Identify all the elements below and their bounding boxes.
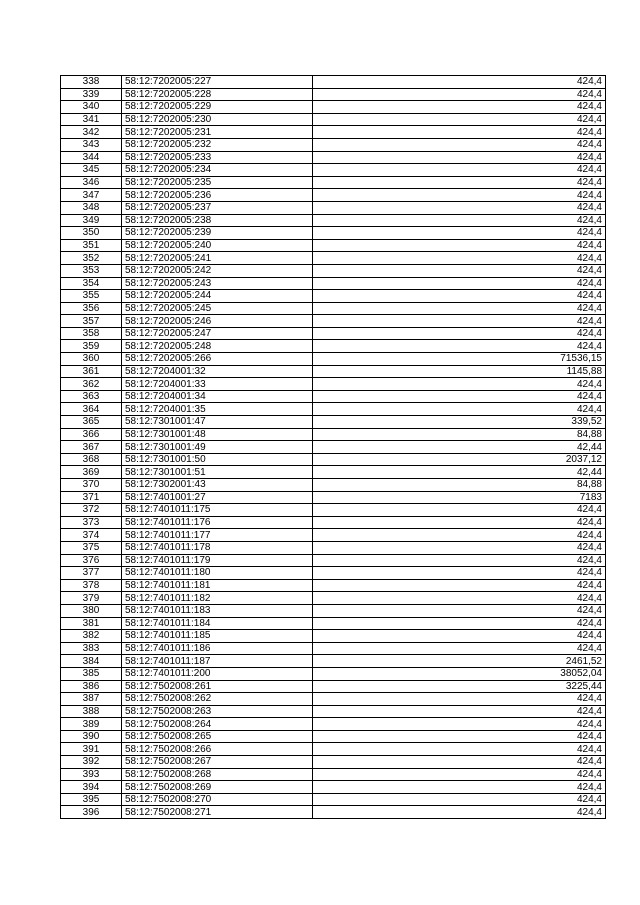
row-number-cell: 349 (61, 214, 122, 227)
value-cell: 424,4 (313, 617, 606, 630)
row-number-cell: 351 (61, 239, 122, 252)
row-number-cell: 387 (61, 693, 122, 706)
value-cell: 339,52 (313, 416, 606, 429)
value-cell: 84,88 (313, 428, 606, 441)
table-row (61, 667, 606, 680)
table-row (61, 390, 606, 403)
cadastral-number-cell: 58:12:7202005:266 (122, 353, 313, 366)
value-cell: 424,4 (313, 554, 606, 567)
cadastral-number-cell: 58:12:7202005:235 (122, 176, 313, 189)
row-number-cell: 392 (61, 756, 122, 769)
value-cell: 2461,52 (313, 655, 606, 668)
cadastral-number-cell: 58:12:7202005:232 (122, 138, 313, 151)
row-number-cell: 367 (61, 441, 122, 454)
cadastral-number-cell: 58:12:7401011:183 (122, 604, 313, 617)
cadastral-number-cell: 58:12:7204001:35 (122, 403, 313, 416)
row-number-cell: 345 (61, 164, 122, 177)
value-cell: 42,44 (313, 441, 606, 454)
cadastral-number-cell: 58:12:7204001:32 (122, 365, 313, 378)
cadastral-number-cell: 58:12:7202005:248 (122, 340, 313, 353)
table-row (61, 214, 606, 227)
row-number-cell: 395 (61, 793, 122, 806)
row-number-cell: 346 (61, 176, 122, 189)
row-number-cell: 350 (61, 227, 122, 240)
table-row (61, 239, 606, 252)
row-number-cell: 368 (61, 453, 122, 466)
value-cell: 424,4 (313, 327, 606, 340)
value-cell: 424,4 (313, 214, 606, 227)
table-row (61, 617, 606, 630)
cadastral-number-cell: 58:12:7401011:180 (122, 567, 313, 580)
table-row (61, 76, 606, 89)
cadastral-number-cell: 58:12:7202005:246 (122, 315, 313, 328)
table-row (61, 277, 606, 290)
table-row (61, 541, 606, 554)
value-cell: 424,4 (313, 756, 606, 769)
table-row (61, 327, 606, 340)
row-number-cell: 370 (61, 479, 122, 492)
cadastral-number-cell: 58:12:7202005:234 (122, 164, 313, 177)
table-body (61, 76, 606, 819)
row-number-cell: 379 (61, 592, 122, 605)
row-number-cell: 375 (61, 541, 122, 554)
value-cell: 2037,12 (313, 453, 606, 466)
cadastral-number-cell: 58:12:7202005:244 (122, 290, 313, 303)
cadastral-number-cell: 58:12:7401011:184 (122, 617, 313, 630)
value-cell: 42,44 (313, 466, 606, 479)
table-row (61, 491, 606, 504)
row-number-cell: 357 (61, 315, 122, 328)
table-row (61, 403, 606, 416)
cadastral-number-cell: 58:12:7302001:43 (122, 479, 313, 492)
cadastral-number-cell: 58:12:7202005:247 (122, 327, 313, 340)
table-row (61, 113, 606, 126)
table-row (61, 567, 606, 580)
value-cell: 424,4 (313, 164, 606, 177)
value-cell: 424,4 (313, 390, 606, 403)
cadastral-number-cell: 58:12:7202005:228 (122, 88, 313, 101)
value-cell: 424,4 (313, 630, 606, 643)
row-number-cell: 342 (61, 126, 122, 139)
cadastral-number-cell: 58:12:7401011:176 (122, 516, 313, 529)
cadastral-number-cell: 58:12:7502008:268 (122, 768, 313, 781)
value-cell: 424,4 (313, 302, 606, 315)
table-row (61, 227, 606, 240)
table-row (61, 604, 606, 617)
cadastral-number-cell: 58:12:7204001:34 (122, 390, 313, 403)
table-row (61, 302, 606, 315)
table-row (61, 252, 606, 265)
table-row (61, 189, 606, 202)
cadastral-number-cell: 58:12:7202005:230 (122, 113, 313, 126)
cadastral-number-cell: 58:12:7401011:187 (122, 655, 313, 668)
row-number-cell: 386 (61, 680, 122, 693)
cadastral-number-cell: 58:12:7401011:175 (122, 504, 313, 517)
row-number-cell: 363 (61, 390, 122, 403)
cadastral-number-cell: 58:12:7202005:240 (122, 239, 313, 252)
row-number-cell: 366 (61, 428, 122, 441)
cadastral-number-cell: 58:12:7301001:50 (122, 453, 313, 466)
table-row (61, 756, 606, 769)
row-number-cell: 344 (61, 151, 122, 164)
cadastral-number-cell: 58:12:7502008:271 (122, 806, 313, 819)
value-cell: 424,4 (313, 315, 606, 328)
row-number-cell: 376 (61, 554, 122, 567)
value-cell: 424,4 (313, 403, 606, 416)
table-row (61, 806, 606, 819)
value-cell: 424,4 (313, 516, 606, 529)
value-cell: 424,4 (313, 743, 606, 756)
value-cell: 424,4 (313, 378, 606, 391)
cadastral-number-cell: 58:12:7502008:264 (122, 718, 313, 731)
row-number-cell: 339 (61, 88, 122, 101)
value-cell: 424,4 (313, 592, 606, 605)
cadastral-number-cell: 58:12:7204001:33 (122, 378, 313, 391)
table-row (61, 630, 606, 643)
table-row (61, 138, 606, 151)
row-number-cell: 372 (61, 504, 122, 517)
table-row (61, 264, 606, 277)
value-cell: 424,4 (313, 290, 606, 303)
table-row (61, 529, 606, 542)
row-number-cell: 389 (61, 718, 122, 731)
row-number-cell: 354 (61, 277, 122, 290)
table-row (61, 743, 606, 756)
table-row (61, 730, 606, 743)
cadastral-number-cell: 58:12:7202005:245 (122, 302, 313, 315)
value-cell: 424,4 (313, 642, 606, 655)
row-number-cell: 362 (61, 378, 122, 391)
value-cell: 424,4 (313, 264, 606, 277)
table-row (61, 781, 606, 794)
table-row (61, 693, 606, 706)
cadastral-number-cell: 58:12:7401011:181 (122, 579, 313, 592)
value-cell: 424,4 (313, 567, 606, 580)
cadastral-number-cell: 58:12:7502008:269 (122, 781, 313, 794)
value-cell: 424,4 (313, 227, 606, 240)
table-row (61, 88, 606, 101)
row-number-cell: 390 (61, 730, 122, 743)
value-cell: 1145,88 (313, 365, 606, 378)
value-cell: 424,4 (313, 176, 606, 189)
value-cell: 424,4 (313, 768, 606, 781)
row-number-cell: 361 (61, 365, 122, 378)
row-number-cell: 384 (61, 655, 122, 668)
row-number-cell: 385 (61, 667, 122, 680)
value-cell: 424,4 (313, 126, 606, 139)
row-number-cell: 348 (61, 201, 122, 214)
cadastral-number-cell: 58:12:7202005:238 (122, 214, 313, 227)
cadastral-number-cell: 58:12:7301001:47 (122, 416, 313, 429)
value-cell: 424,4 (313, 705, 606, 718)
cadastral-number-cell: 58:12:7401011:185 (122, 630, 313, 643)
table-row (61, 428, 606, 441)
value-cell: 424,4 (313, 793, 606, 806)
row-number-cell: 358 (61, 327, 122, 340)
table-row (61, 479, 606, 492)
cadastral-number-cell: 58:12:7502008:266 (122, 743, 313, 756)
cadastral-number-cell: 58:12:7502008:262 (122, 693, 313, 706)
table-row (61, 579, 606, 592)
row-number-cell: 388 (61, 705, 122, 718)
cadastral-number-cell: 58:12:7401011:179 (122, 554, 313, 567)
row-number-cell: 369 (61, 466, 122, 479)
cadastral-number-cell: 58:12:7202005:236 (122, 189, 313, 202)
cadastral-number-cell: 58:12:7401011:177 (122, 529, 313, 542)
row-number-cell: 378 (61, 579, 122, 592)
value-cell: 84,88 (313, 479, 606, 492)
row-number-cell: 377 (61, 567, 122, 580)
row-number-cell: 365 (61, 416, 122, 429)
value-cell: 424,4 (313, 239, 606, 252)
table-row (61, 290, 606, 303)
value-cell: 424,4 (313, 113, 606, 126)
row-number-cell: 374 (61, 529, 122, 542)
table-row (61, 441, 606, 454)
cadastral-number-cell: 58:12:7202005:241 (122, 252, 313, 265)
row-number-cell: 382 (61, 630, 122, 643)
table-row (61, 504, 606, 517)
row-number-cell: 383 (61, 642, 122, 655)
value-cell: 424,4 (313, 730, 606, 743)
cadastral-number-cell: 58:12:7202005:237 (122, 201, 313, 214)
table-row (61, 680, 606, 693)
row-number-cell: 391 (61, 743, 122, 756)
row-number-cell: 373 (61, 516, 122, 529)
value-cell: 424,4 (313, 579, 606, 592)
table-row (61, 453, 606, 466)
cadastral-number-cell: 58:12:7202005:243 (122, 277, 313, 290)
table-row (61, 592, 606, 605)
cadastral-number-cell: 58:12:7502008:267 (122, 756, 313, 769)
value-cell: 424,4 (313, 529, 606, 542)
value-cell: 424,4 (313, 277, 606, 290)
value-cell: 424,4 (313, 88, 606, 101)
table-row (61, 516, 606, 529)
value-cell: 424,4 (313, 781, 606, 794)
value-cell: 424,4 (313, 604, 606, 617)
value-cell: 424,4 (313, 718, 606, 731)
table-row (61, 642, 606, 655)
cadastral-number-cell: 58:12:7202005:233 (122, 151, 313, 164)
table-row (61, 340, 606, 353)
table-row (61, 126, 606, 139)
cadastral-number-cell: 58:12:7202005:242 (122, 264, 313, 277)
table-row (61, 416, 606, 429)
cadastral-number-cell: 58:12:7301001:51 (122, 466, 313, 479)
row-number-cell: 394 (61, 781, 122, 794)
row-number-cell: 380 (61, 604, 122, 617)
table-row (61, 768, 606, 781)
row-number-cell: 343 (61, 138, 122, 151)
value-cell: 424,4 (313, 252, 606, 265)
row-number-cell: 341 (61, 113, 122, 126)
cadastral-number-cell: 58:12:7502008:270 (122, 793, 313, 806)
row-number-cell: 353 (61, 264, 122, 277)
cadastral-number-cell: 58:12:7202005:229 (122, 101, 313, 114)
value-cell: 38052,04 (313, 667, 606, 680)
table-row (61, 793, 606, 806)
row-number-cell: 360 (61, 353, 122, 366)
table-row (61, 466, 606, 479)
value-cell: 7183 (313, 491, 606, 504)
row-number-cell: 359 (61, 340, 122, 353)
table-row (61, 365, 606, 378)
value-cell: 424,4 (313, 138, 606, 151)
row-number-cell: 364 (61, 403, 122, 416)
cadastral-number-cell: 58:12:7401001:27 (122, 491, 313, 504)
cadastral-number-cell: 58:12:7202005:227 (122, 76, 313, 89)
table-row (61, 705, 606, 718)
value-cell: 71536,15 (313, 353, 606, 366)
row-number-cell: 381 (61, 617, 122, 630)
value-cell: 424,4 (313, 76, 606, 89)
value-cell: 424,4 (313, 189, 606, 202)
table-row (61, 151, 606, 164)
cadastral-number-cell: 58:12:7502008:261 (122, 680, 313, 693)
value-cell: 424,4 (313, 541, 606, 554)
row-number-cell: 340 (61, 101, 122, 114)
value-cell: 424,4 (313, 504, 606, 517)
value-cell: 3225,44 (313, 680, 606, 693)
table-row (61, 201, 606, 214)
table-row (61, 655, 606, 668)
table-row (61, 315, 606, 328)
value-cell: 424,4 (313, 806, 606, 819)
row-number-cell: 371 (61, 491, 122, 504)
cadastral-number-cell: 58:12:7202005:239 (122, 227, 313, 240)
row-number-cell: 356 (61, 302, 122, 315)
cadastral-number-cell: 58:12:7401011:182 (122, 592, 313, 605)
table-row (61, 554, 606, 567)
table-row (61, 164, 606, 177)
value-cell: 424,4 (313, 201, 606, 214)
table-row (61, 176, 606, 189)
row-number-cell: 338 (61, 76, 122, 89)
cadastral-number-cell: 58:12:7502008:265 (122, 730, 313, 743)
value-cell: 424,4 (313, 101, 606, 114)
cadastral-number-cell: 58:12:7401011:178 (122, 541, 313, 554)
cadastral-number-cell: 58:12:7202005:231 (122, 126, 313, 139)
cadastral-number-cell: 58:12:7301001:49 (122, 441, 313, 454)
row-number-cell: 393 (61, 768, 122, 781)
row-number-cell: 355 (61, 290, 122, 303)
table-row (61, 718, 606, 731)
table-row (61, 101, 606, 114)
row-number-cell: 396 (61, 806, 122, 819)
row-number-cell: 352 (61, 252, 122, 265)
cadastral-number-cell: 58:12:7401011:186 (122, 642, 313, 655)
table-row (61, 378, 606, 391)
cadastral-number-cell: 58:12:7401011:200 (122, 667, 313, 680)
cadastral-number-cell: 58:12:7502008:263 (122, 705, 313, 718)
table-row (61, 353, 606, 366)
value-cell: 424,4 (313, 340, 606, 353)
cadastral-number-cell: 58:12:7301001:48 (122, 428, 313, 441)
value-cell: 424,4 (313, 693, 606, 706)
cadastral-table (60, 75, 606, 819)
row-number-cell: 347 (61, 189, 122, 202)
value-cell: 424,4 (313, 151, 606, 164)
